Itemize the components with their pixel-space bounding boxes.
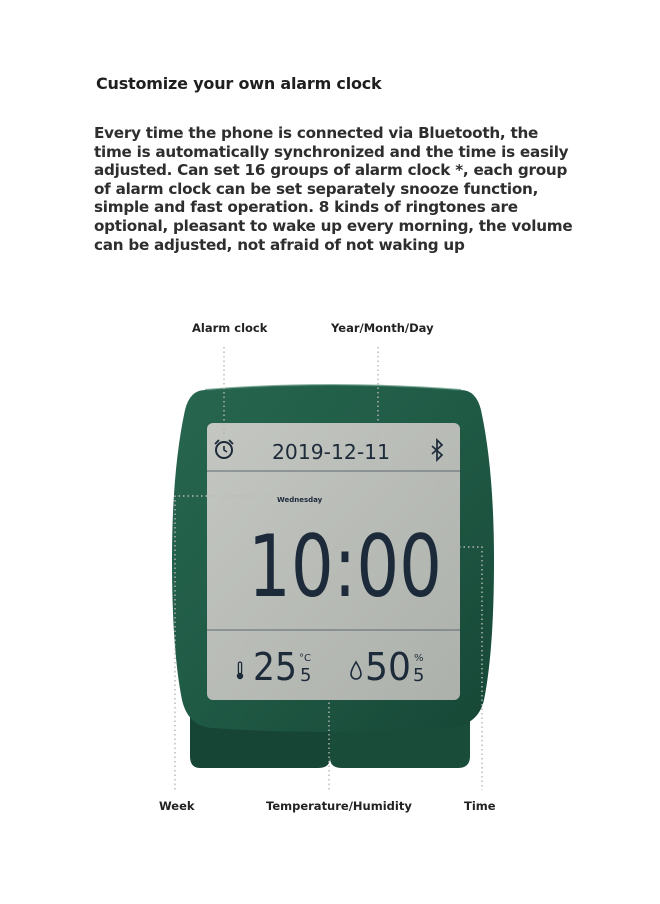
lcd-date: 2019-12-11 xyxy=(272,440,390,464)
lcd-temperature-decimal: 5 xyxy=(300,665,312,686)
lcd-humidity-decimal: 5 xyxy=(413,665,425,686)
lcd-humidity-unit: % xyxy=(414,653,424,664)
callout-time: Time xyxy=(464,799,496,813)
lcd-time: 10:00 xyxy=(248,517,442,617)
description-text: Every time the phone is connected via Bluetooth, the time is automatically synchronized and the time is easily adjusted. Can set 16 groups of alarm clock *, each group of alarm clock can be set separately snooze function, simple and fast operation. 8 kinds of ringtones are optional, pleasant to wake up every morning, the volume can be adjusted, not afraid of not waking up xyxy=(94,124,573,254)
lcd-weekday: Wednesday xyxy=(277,496,323,504)
page-heading: Customize your own alarm clock xyxy=(96,74,382,93)
callout-alarm-clock: Alarm clock xyxy=(192,321,268,335)
callout-date: Year/Month/Day xyxy=(331,321,434,335)
callout-week: Week xyxy=(159,799,195,813)
callout-temp-humidity: Temperature/Humidity xyxy=(266,799,412,813)
lcd-humidity: 50 xyxy=(365,645,411,689)
lcd-temperature-unit: °C xyxy=(299,653,311,664)
lcd-temperature: 25 xyxy=(253,645,297,689)
